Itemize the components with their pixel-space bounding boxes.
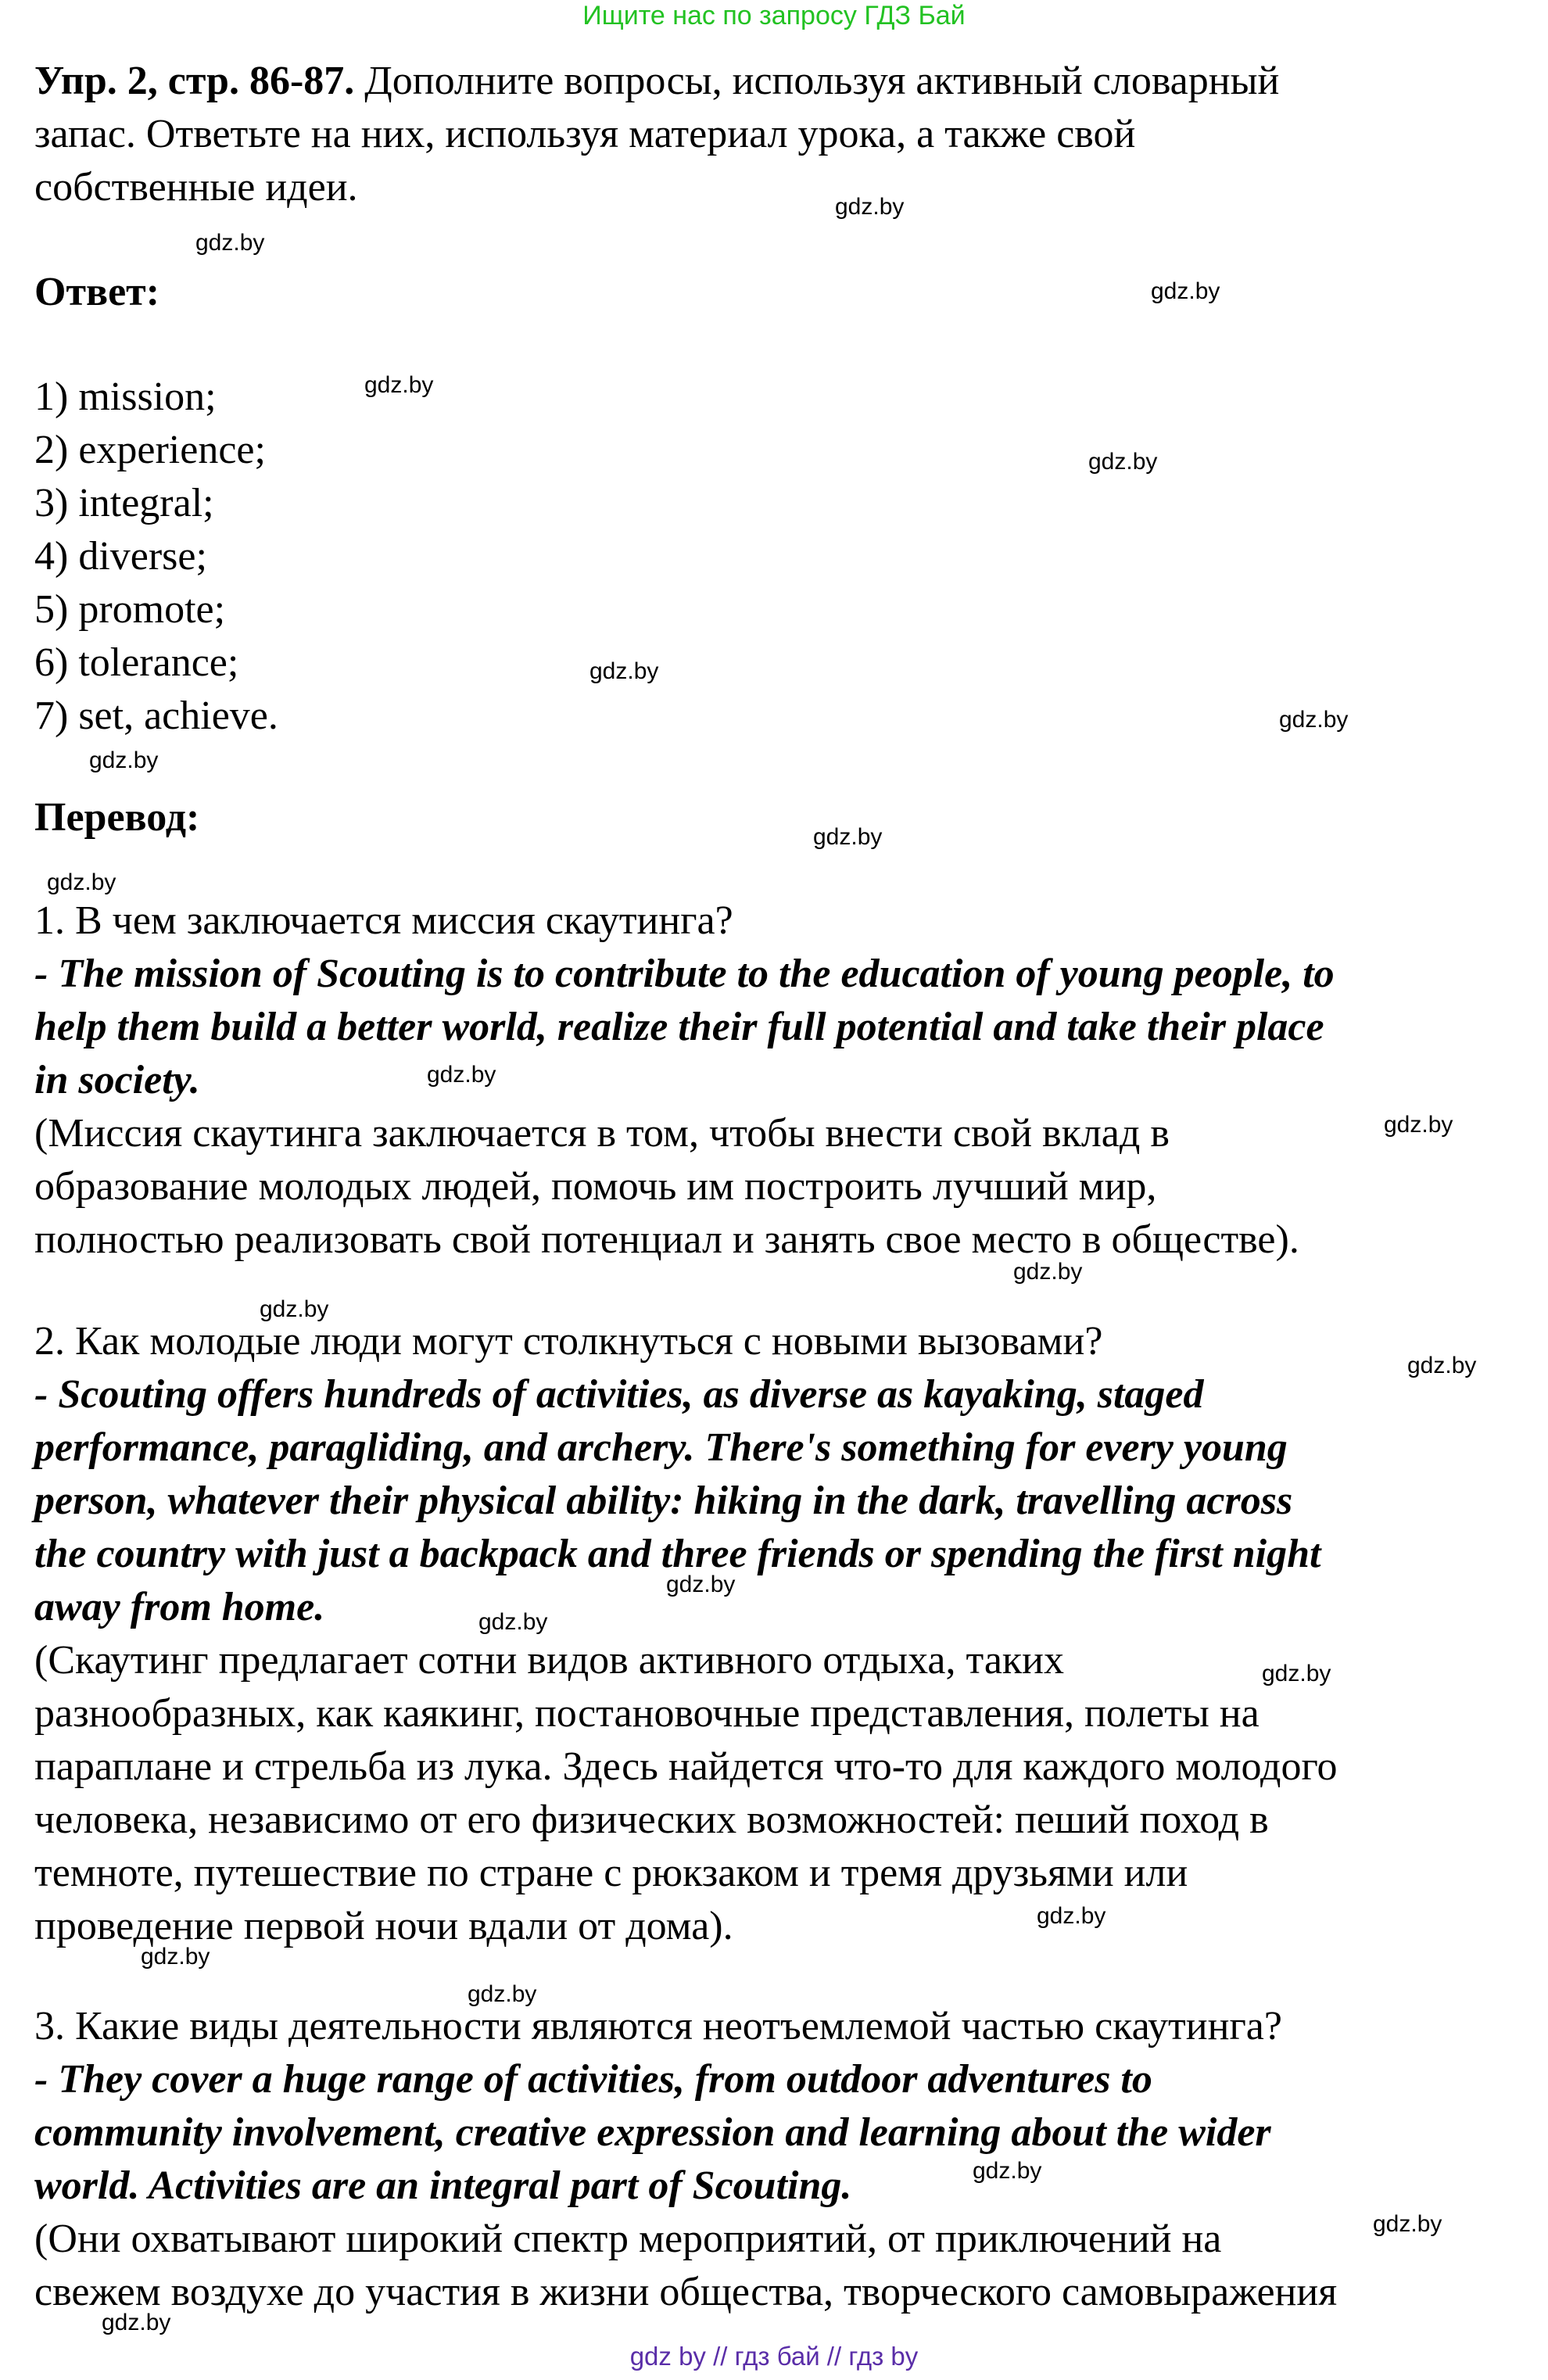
task-text: Дополните вопросы, используя активный словарный <box>354 59 1280 103</box>
translation-heading: Перевод: <box>34 795 200 840</box>
task-line-1 <box>34 55 1279 108</box>
translation-1-line: образование молодых людей, помочь им построить лучший мир, <box>34 1164 1157 1209</box>
answer-item: 2) experience; <box>34 428 266 472</box>
task-label: Упр. 2, стр. 86-87. <box>34 59 355 103</box>
watermark: gdz.by <box>1037 1903 1106 1929</box>
answer-3-line: - They cover a huge range of activities, from outdoor adventures to <box>34 2057 1152 2102</box>
question-1: 1. В чем заключается миссия скаутинга? <box>34 898 733 943</box>
translation-1-line: полностью реализовать свой потенциал и занять свое место в обществе). <box>34 1217 1299 1262</box>
watermark: gdz.by <box>478 1609 548 1635</box>
answer-item: 1) mission; <box>34 375 217 419</box>
translation-3-line: (Они охватывают широкий спектр мероприятий, от приключений на <box>34 2217 1222 2261</box>
footer-links[interactable]: gdz by // гдз бай // гдз by <box>629 2342 919 2371</box>
answer-item: 5) promote; <box>34 587 226 632</box>
translation-2-line: темноте, путешествие по стране с рюкзаком и тремя друзьями или <box>34 1851 1188 1895</box>
watermark: gdz.by <box>89 747 159 773</box>
translation-2-line: (Скаутинг предлагает сотни видов активного отдыха, таких <box>34 1638 1065 1683</box>
watermark: gdz.by <box>1013 1259 1083 1285</box>
task-line-2: запас. Ответьте на них, используя материал урока, а также свой <box>34 112 1136 156</box>
answer-heading: Ответ: <box>34 270 160 314</box>
watermark: gdz.by <box>813 824 883 850</box>
watermark: gdz.by <box>195 230 265 256</box>
watermark: gdz.by <box>1279 707 1349 733</box>
answer-1-line: in society. <box>34 1058 200 1102</box>
watermark: gdz.by <box>1088 449 1158 475</box>
watermark: gdz.by <box>427 1062 496 1088</box>
watermark: gdz.by <box>364 372 434 398</box>
answer-item: 4) diverse; <box>34 534 207 579</box>
translation-2-line: проведение первой ночи вдали от дома). <box>34 1904 733 1948</box>
watermark: gdz.by <box>1151 278 1220 304</box>
answer-2-line: away from home. <box>34 1585 325 1629</box>
answer-2-line: - Scouting offers hundreds of activities, as diverse as kayaking, staged <box>34 1372 1204 1417</box>
top-banner[interactable]: Ищите нас по запросу ГДЗ Бай <box>582 1 966 30</box>
answer-item: 3) integral; <box>34 481 214 525</box>
watermark: gdz.by <box>260 1296 329 1322</box>
answer-item: 6) tolerance; <box>34 640 239 685</box>
watermark: gdz.by <box>973 2158 1042 2184</box>
watermark: gdz.by <box>47 869 116 895</box>
answer-1-line: help them build a better world, realize their full potential and take their place <box>34 1005 1324 1049</box>
answer-3-line: community involvement, creative expression and learning about the wider <box>34 2110 1271 2155</box>
answer-2-line: performance, paragliding, and archery. There's something for every young <box>34 1425 1288 1470</box>
answer-item: 7) set, achieve. <box>34 694 278 738</box>
watermark: gdz.by <box>468 1981 537 2007</box>
watermark: gdz.by <box>102 2310 171 2335</box>
translation-2-line: разнообразных, как каякинг, постановочные представления, полеты на <box>34 1691 1260 1736</box>
translation-2-line: человека, независимо от его физических возможностей: пеший поход в <box>34 1798 1269 1842</box>
watermark: gdz.by <box>835 194 905 220</box>
watermark: gdz.by <box>141 1944 210 1970</box>
answer-1-line: - The mission of Scouting is to contribute to the education of young people, to <box>34 952 1335 996</box>
task-line-3: собственные идеи. <box>34 165 358 210</box>
watermark: gdz.by <box>666 1572 736 1597</box>
watermark: gdz.by <box>1407 1353 1477 1378</box>
watermark: gdz.by <box>589 658 659 684</box>
watermark: gdz.by <box>1384 1112 1453 1138</box>
translation-2-line: параплане и стрельба из лука. Здесь найдется что-то для каждого молодого <box>34 1744 1338 1789</box>
translation-1-line: (Миссия скаутинга заключается в том, чтобы внести свой вклад в <box>34 1111 1170 1156</box>
watermark: gdz.by <box>1262 1661 1331 1686</box>
question-2: 2. Как молодые люди могут столкнуться с новыми вызовами? <box>34 1319 1103 1364</box>
watermark: gdz.by <box>1373 2211 1442 2237</box>
answer-2-line: person, whatever their physical ability: hiking in the dark, travelling across <box>34 1479 1293 1523</box>
translation-3-line: свежем воздухе до участия в жизни общества, творческого самовыражения <box>34 2270 1338 2314</box>
answer-2-line: the country with just a backpack and three friends or spending the first night <box>34 1532 1321 1576</box>
question-3: 3. Какие виды деятельности являются неотъемлемой частью скаутинга? <box>34 2004 1282 2048</box>
answer-3-line: world. Activities are an integral part of Scouting. <box>34 2163 852 2208</box>
